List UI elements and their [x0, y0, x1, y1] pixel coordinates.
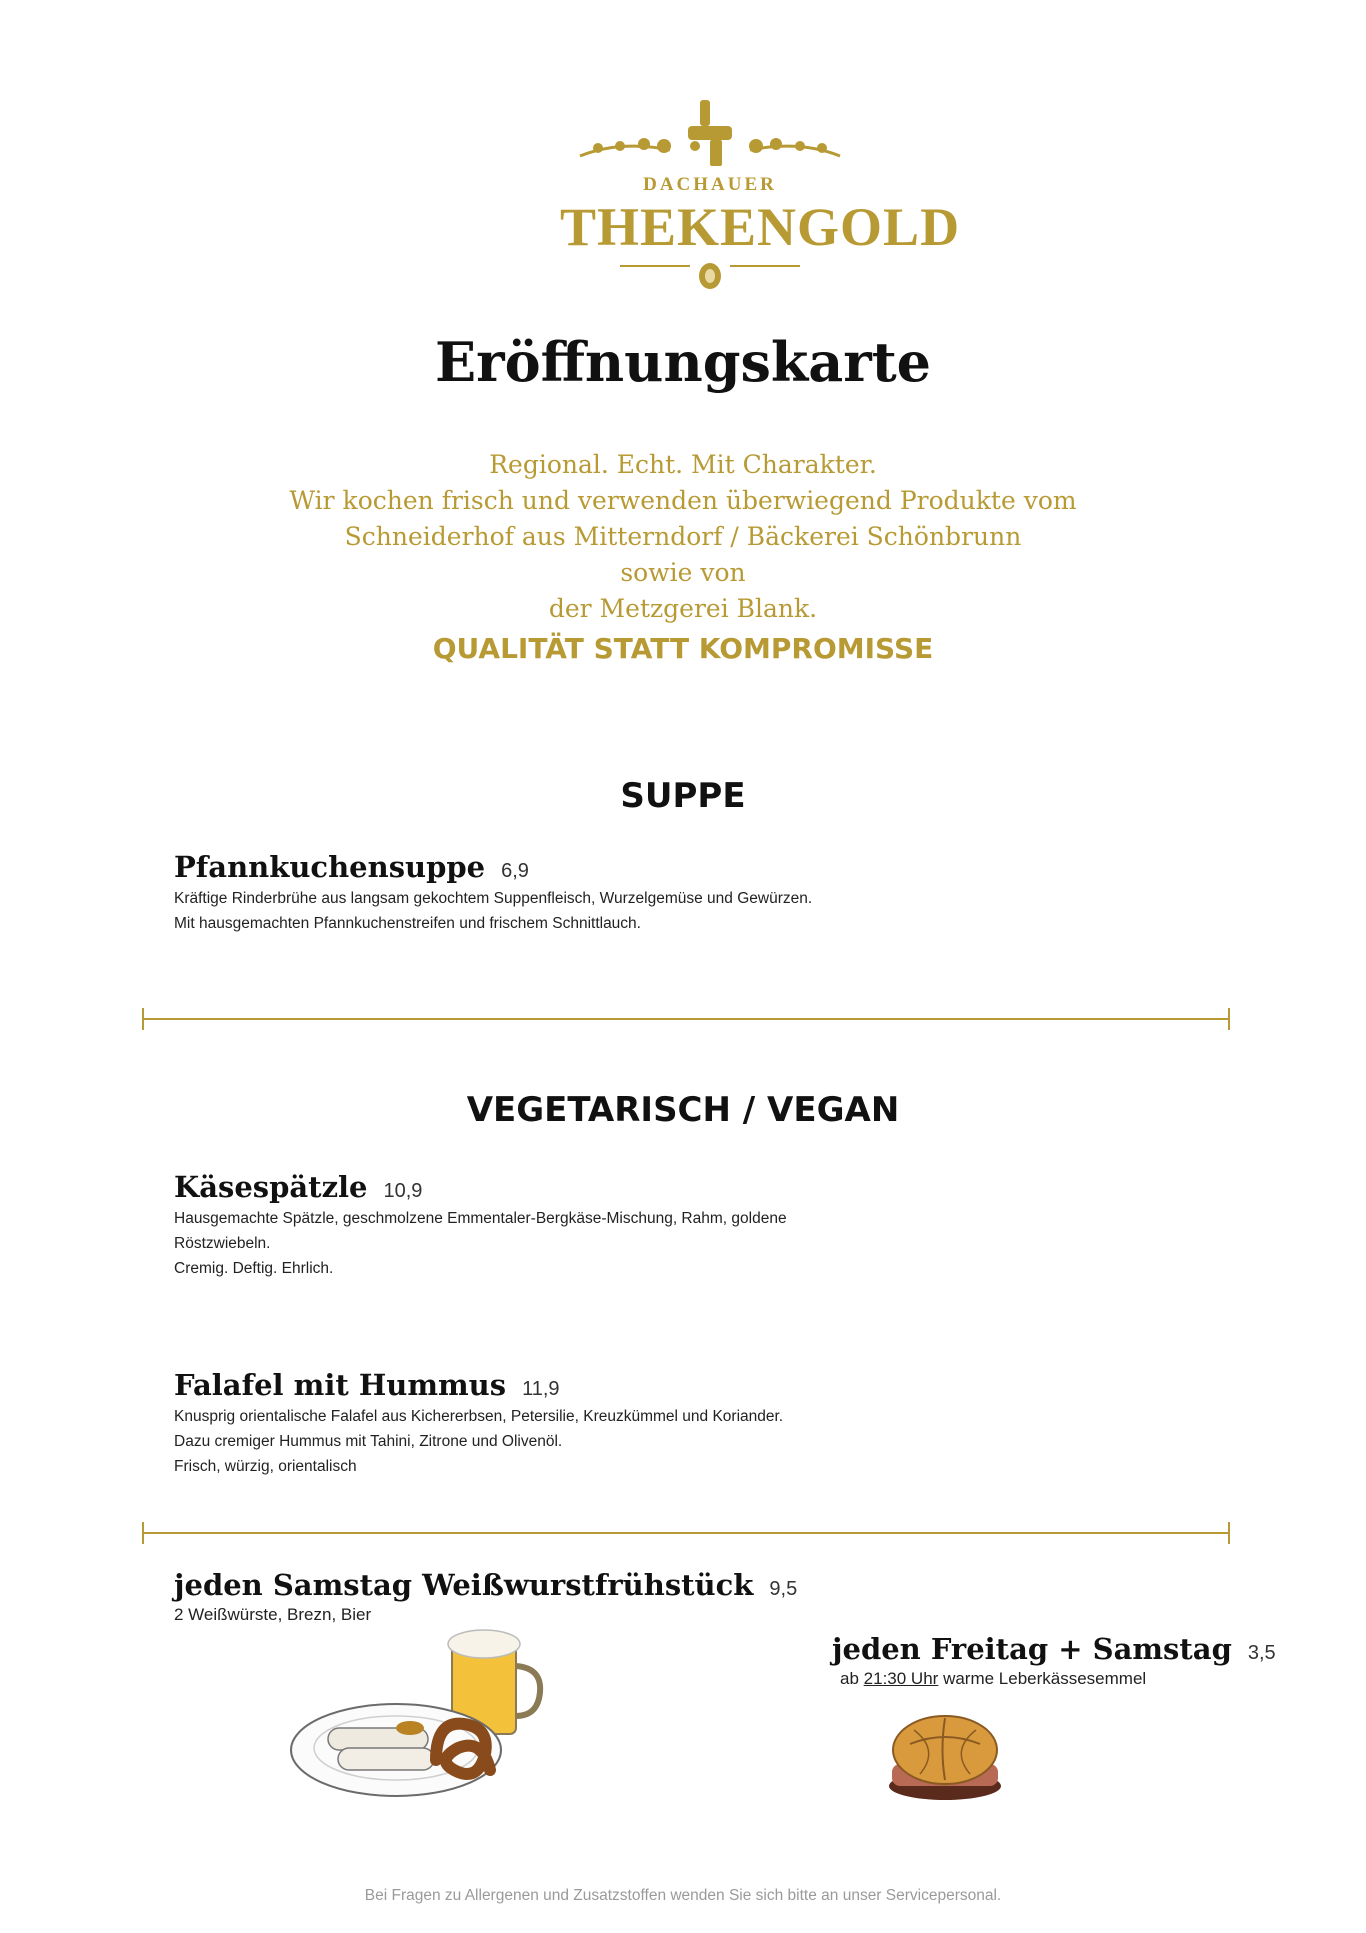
divider-end-left	[142, 1008, 144, 1030]
dish-name-row	[174, 850, 812, 884]
dish-name: Käsespätzle	[174, 1170, 368, 1204]
dish-desc-line: Hausgemachte Spätzle, geschmolzene Emmentaler-Bergkäse-Mischung, Rahm, goldene	[174, 1210, 787, 1227]
menu-item-pfannkuchensuppe	[174, 850, 812, 936]
intro-line-4: sowie von	[620, 558, 746, 587]
special-desc-prefix: ab	[840, 1669, 859, 1688]
divider-end-left	[142, 1522, 144, 1544]
claim: QUALITÄT STATT KOMPROMISSE	[432, 632, 934, 665]
dish-desc-line: Cremig. Deftig. Ehrlich.	[174, 1260, 334, 1277]
divider-end-right	[1228, 1522, 1230, 1544]
special-price: 3,5	[1247, 1642, 1276, 1664]
section-heading-vegetarian: VEGETARISCH / VEGAN	[466, 1090, 900, 1130]
intro-line-1: Regional. Echt. Mit Charakter.	[489, 450, 877, 479]
menu-item-falafel	[174, 1368, 783, 1479]
beer-tap-icon	[560, 96, 860, 176]
dish-price: 10,9	[383, 1180, 423, 1202]
special-desc: 2 Weißwürste, Brezn, Bier	[174, 1605, 372, 1624]
section-divider	[142, 1532, 1230, 1534]
dish-name-row	[174, 1368, 783, 1402]
special-leberkaesesemmel	[832, 1632, 1276, 1691]
section-divider	[142, 1018, 1230, 1020]
special-name-row	[174, 1568, 797, 1602]
leberkaese-roll-illustration	[880, 1700, 1010, 1810]
intro-line-2: Wir kochen frisch und verwenden überwiegend Produkte vom	[289, 486, 1077, 515]
weisswurst-breakfast-illustration	[286, 1620, 546, 1810]
page-title: Eröffnungskarte	[434, 330, 932, 394]
menu-item-kaesespaetzle	[174, 1170, 787, 1281]
dish-name: Pfannkuchensuppe	[174, 850, 486, 884]
special-name: jeden Samstag Weißwurstfrühstück	[174, 1568, 754, 1602]
dish-desc-line: Mit hausgemachten Pfannkuchenstreifen und frischem Schnittlauch.	[174, 915, 641, 932]
logo-top-text: DACHAUER	[643, 174, 777, 195]
special-time: 21:30 Uhr	[863, 1669, 939, 1688]
dish-price: 6,9	[501, 860, 529, 882]
intro-line-3: Schneiderhof aus Mitterndorf / Bäckerei Schönbrunn	[344, 522, 1022, 551]
dish-name: Falafel mit Hummus	[174, 1368, 507, 1402]
special-desc-suffix: warme Leberkässesemmel	[943, 1669, 1147, 1688]
special-price: 9,5	[769, 1578, 798, 1600]
dish-desc-line: Knusprig orientalische Falafel aus Kichererbsen, Petersilie, Kreuzkümmel und Koriander.	[174, 1408, 784, 1425]
hop-icon	[560, 258, 860, 298]
logo-brand-text: THEKENGOLD	[560, 197, 961, 257]
brand-logo	[560, 96, 961, 296]
dish-desc-line: Röstzwiebeln.	[174, 1235, 271, 1252]
special-name: jeden Freitag + Samstag	[832, 1632, 1232, 1666]
section-heading-soup: SUPPE	[620, 776, 746, 816]
dish-name-row	[174, 1170, 787, 1204]
intro-line-5: der Metzgerei Blank.	[548, 594, 818, 623]
dish-desc-line: Frisch, würzig, orientalisch	[174, 1458, 357, 1475]
divider-end-right	[1228, 1008, 1230, 1030]
dish-desc-line: Dazu cremiger Hummus mit Tahini, Zitrone und Olivenöl.	[174, 1433, 563, 1450]
dish-price: 11,9	[522, 1378, 560, 1400]
allergen-footer-note: Bei Fragen zu Allergenen und Zusatzstoffen wenden Sie sich bitte an unser Servicepersonal.	[364, 1887, 1002, 1904]
dish-desc-line: Kräftige Rinderbrühe aus langsam gekochtem Suppenfleisch, Wurzelgemüse und Gewürzen.	[174, 890, 813, 907]
special-name-row	[832, 1632, 1276, 1666]
special-weisswurst	[174, 1568, 797, 1627]
special-desc-row	[840, 1666, 1276, 1691]
